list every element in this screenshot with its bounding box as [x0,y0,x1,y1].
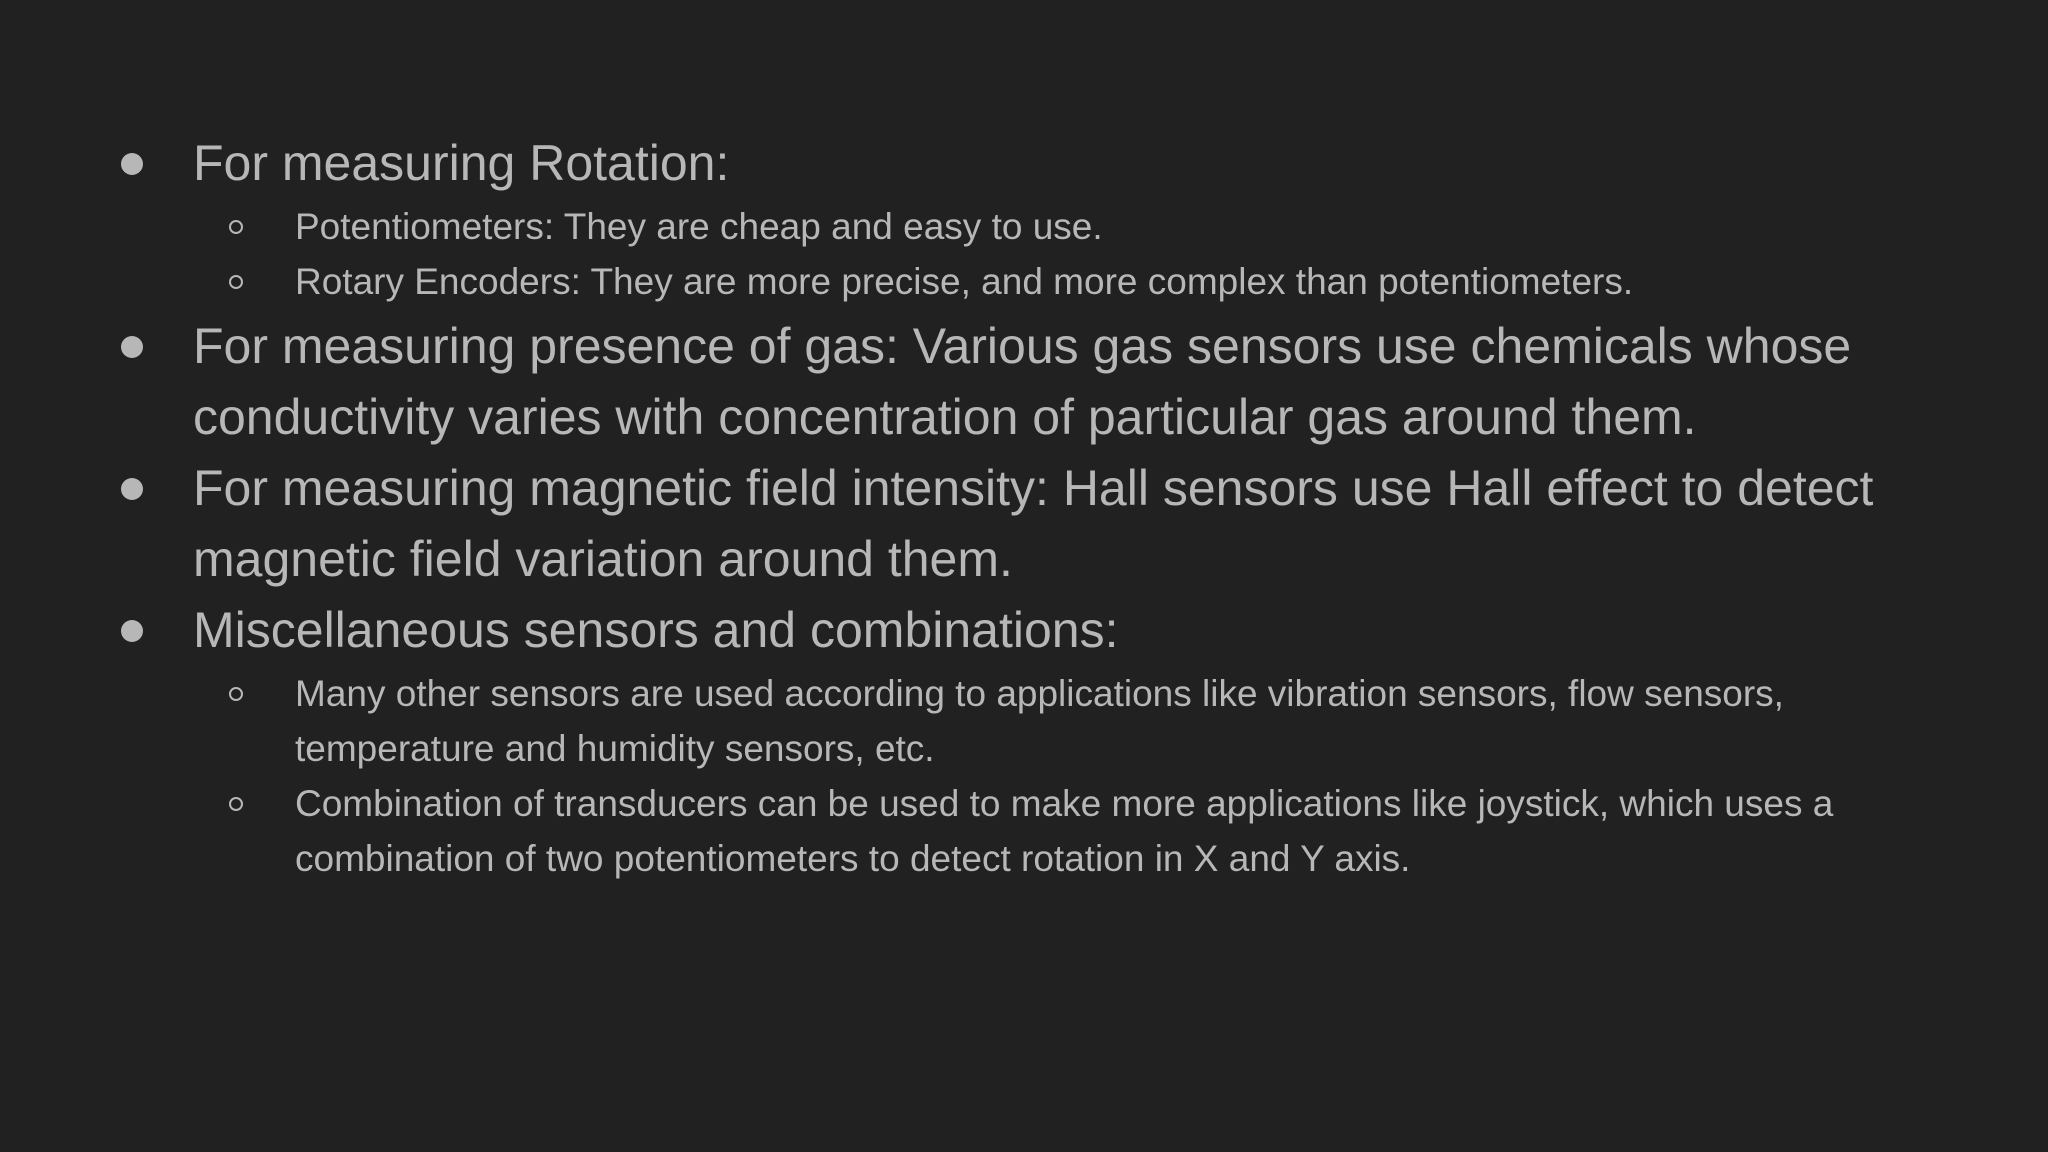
sub-bullet-text: Many other sensors are used according to applications like vibration sensors, flow sensors, temperature and humidity sensors, etc. [295,673,1784,769]
sub-bullet-item [0,254,2048,309]
bullet-item-gas [0,311,2048,453]
sub-bullet-text: Combination of transducers can be used to make more applications like joystick, which uses a combination of two potentiometers to detect rotation in X and Y axis. [295,783,1834,879]
filled-circle-bullet-icon [117,128,147,199]
hollow-circle-bullet-icon [224,254,248,309]
hollow-circle-bullet-icon [224,199,248,254]
bullet-item-rotation [0,128,2048,199]
sub-bullet-item [0,776,2048,886]
sub-bullet-text: Rotary Encoders: They are more precise, and more complex than potentiometers. [295,261,1634,302]
sub-bullet-item [0,199,2048,254]
bullet-text: For measuring presence of gas: Various gas sensors use chemicals whose conductivity varies with concentration of particular gas around them. [193,318,1852,445]
hollow-circle-bullet-icon [224,666,248,721]
filled-circle-bullet-icon [117,311,147,382]
bullet-text: For measuring Rotation: [193,135,730,191]
bullet-item-magnetic [0,453,2048,595]
bullet-text: Miscellaneous sensors and combinations: [193,602,1119,658]
bullet-list [0,128,2048,886]
hollow-circle-bullet-icon [224,776,248,831]
sub-bullet-item [0,666,2048,776]
sub-list-rotation [0,199,2048,309]
filled-circle-bullet-icon [117,595,147,666]
filled-circle-bullet-icon [117,453,147,524]
sub-list-misc [0,666,2048,886]
bullet-item-misc [0,595,2048,666]
sub-bullet-text: Potentiometers: They are cheap and easy to use. [295,206,1103,247]
bullet-text: For measuring magnetic field intensity: Hall sensors use Hall effect to detect magnetic field variation around them. [193,460,1874,587]
